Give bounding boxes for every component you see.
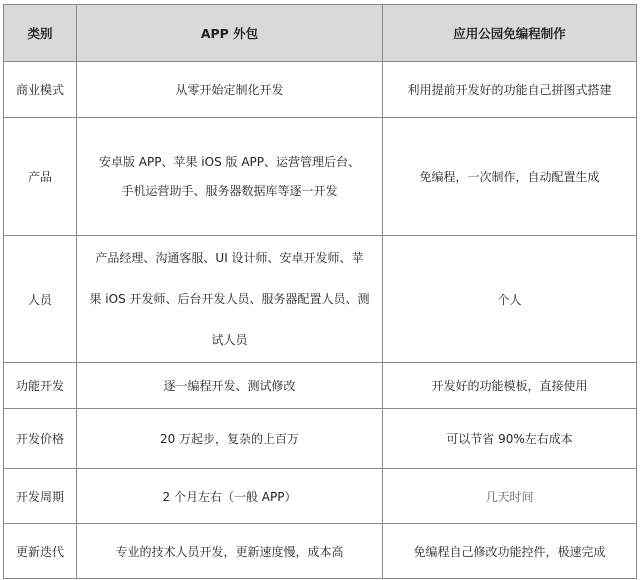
- outsourcing-cell: 专业的技术人员开发，更新速度慢，成本高: [77, 524, 383, 579]
- table-row-personnel: [4, 236, 637, 363]
- outsourcing-cell: [77, 118, 383, 236]
- outsourcing-cell: 从零开始定制化开发: [77, 62, 383, 118]
- platform-cell: 开发好的功能模板，直接使用: [383, 363, 637, 409]
- table-row-product: [4, 118, 637, 236]
- table-row-development-price: [4, 409, 637, 469]
- platform-cell: 可以节省 90%左右成本: [383, 409, 637, 469]
- platform-cell: 免编程，一次制作，自动配置生成: [383, 118, 637, 236]
- comparison-table: [3, 4, 637, 579]
- platform-cell: 利用提前开发好的功能自己拼图式搭建: [383, 62, 637, 118]
- platform-cell: 几天时间: [383, 469, 637, 524]
- row-category: 商业模式: [4, 62, 77, 118]
- platform-cell: 免编程自己修改功能控件，极速完成: [383, 524, 637, 579]
- cell-line: 试人员: [211, 332, 248, 347]
- outsourcing-cell: 2 个月左右（一般 APP）: [77, 469, 383, 524]
- cell-line: 手机运营助手、服务器数据库等逐一开发: [121, 183, 338, 198]
- header-app-outsourcing: APP 外包: [77, 5, 383, 62]
- cell-line: 安卓版 APP、苹果 iOS 版 APP、运营管理后台、: [98, 154, 361, 169]
- header-no-code-platform: 应用公园免编程制作: [383, 5, 637, 62]
- row-category: 人员: [4, 236, 77, 363]
- outsourcing-cell: [77, 236, 383, 363]
- outsourcing-cell: 逐一编程开发、测试修改: [77, 363, 383, 409]
- header-row: [4, 5, 637, 62]
- table-row-updates: [4, 524, 637, 579]
- table-row-feature-development: [4, 363, 637, 409]
- row-category: 开发周期: [4, 469, 77, 524]
- header-category: 类别: [4, 5, 77, 62]
- row-category: 功能开发: [4, 363, 77, 409]
- table-row-business-model: [4, 62, 637, 118]
- platform-cell: 个人: [383, 236, 637, 363]
- row-category: 产品: [4, 118, 77, 236]
- table-row-development-cycle: [4, 469, 637, 524]
- outsourcing-cell: 20 万起步，复杂的上百万: [77, 409, 383, 469]
- cell-line: 产品经理、沟通客服、UI 设计师、安卓开发师、苹: [95, 250, 364, 265]
- row-category: 更新迭代: [4, 524, 77, 579]
- cell-line: 果 iOS 开发师、后台开发人员、服务器配置人员、测: [89, 291, 370, 306]
- row-category: 开发价格: [4, 409, 77, 469]
